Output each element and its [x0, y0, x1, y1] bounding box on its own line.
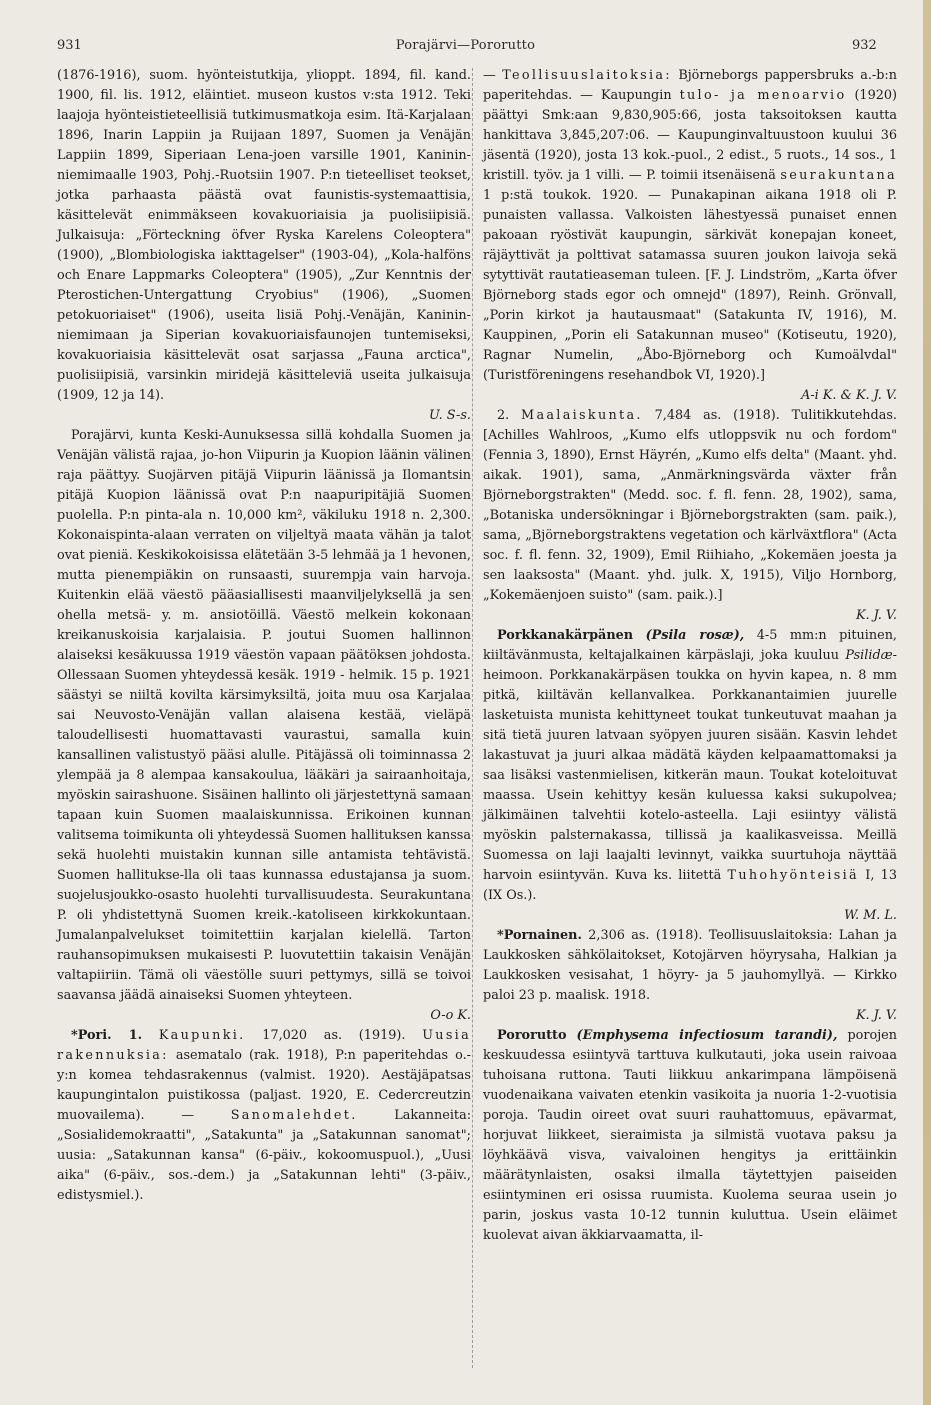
page-header: [0, 22, 931, 52]
headword-pornainen: *Pornainen.: [497, 928, 582, 943]
pori-continuation: [483, 66, 897, 386]
section-number: 2.: [497, 408, 510, 423]
dash: —: [483, 68, 496, 83]
section-teollisuuslaitoksia: Teollisuuslaitoksia:: [502, 68, 672, 83]
pori-buildings-text: asematalo (rak. 1918), P:n paperitehdas o.-y:n komea tehdasrakennus (valmist. 1920). Aestäjäpatsas kaupungintalon puistikossa (paljast. 1920, E. Cedercreutzin muovailema). —: [57, 1048, 471, 1123]
pori-newspapers-text: Lakanneita: „Sosialidemokraatti", „Satakunta" ja „Satakunnan sanomat"; uusia: „Satakunnan kansa" (6-päiv., kokoomuspuol.), „Uusi aika" (6-päiv., sos.-dem.) ja „Satakunnan lehti" (3-päiv., edistysmiel.).: [57, 1108, 472, 1203]
headword-porkkanakarpanen: Porkkanakärpänen: [497, 628, 634, 643]
section-seurakuntana: seurakuntana: [780, 168, 897, 183]
section-tulo-ja-menoarvio: tulo- ja menoarvio: [679, 88, 847, 103]
author-signature: O-o K.: [430, 1008, 471, 1023]
entry-pororutto: [483, 1026, 897, 1246]
author-signature: U. S-s.: [429, 408, 471, 423]
page-number-right: 932: [852, 38, 877, 53]
right-column: [483, 66, 897, 1246]
latin-name-emphysema: (Emphysema infectiosum tarandi),: [576, 1028, 838, 1043]
author-signature: W. M. L.: [844, 908, 897, 923]
headword-pororutto: Pororutto: [497, 1028, 567, 1043]
author-signature: A-i K. & K. J. V.: [801, 388, 897, 403]
running-title: Porajärvi—Pororutto: [395, 38, 536, 53]
latin-psilidae: Psilidæ-: [845, 648, 897, 663]
latin-name-psila: (Psila rosæ),: [645, 628, 745, 643]
column-divider: [472, 68, 473, 1368]
pori-maalaiskunta: [483, 406, 897, 606]
pori-population: 17,020 as. (1919).: [262, 1028, 406, 1043]
entry-pori: [57, 1026, 471, 1206]
pori-budget-text: (1920) päättyi Smk:aan 9,830,905:66, josta taksoitoksen kautta hankittava 3,845,207:06. — Kaupunginvaltuustoon kuului 36 jäsentä (1920), josta 13 kok.-puol., 2 edist., 5 ruots., 14 sos., 1 kristill. työv. ja 1 villi. — P. toimii itsenäisenä: [483, 88, 897, 183]
entry-pornainen: [483, 926, 897, 1006]
plate-reference: I, 13 (IX Os.).: [483, 868, 897, 903]
entry-porkkanakarpanen: [483, 626, 897, 906]
section-kaupunki: Kaupunki.: [158, 1028, 246, 1043]
author-signature: K. J. V.: [855, 1008, 897, 1023]
pororutto-text: porojen keskuudessa esiintyvä tarttuva kulkutauti, joka usein raivoaa tuhoisana ruttona. Tauti liikkuu ankarimpana lämpöisenä vuodenaikana vaivaten etenkin vasikoita ja nuoria 1-2-vuotisia poroja. Taudin oireet ovat suuri rauhattomuus, epävarmat, horjuvat liikkeet, sieraimista ja silmistä vuotava paksu ja löyhkäävä visva, vaivaloinen hengitys ja erittäinkin määrätynlaisten, osaksi ilmalla täytettyjen paiseiden esiintyminen eri osissa ruumista. Kuolema seuraa usein jo parin, joskus vasta 10-12 tunnin kuluttua. Usein eläimet kuolevat aivan äkkiarvaamatta, il-: [483, 1028, 897, 1243]
pornainen-text: 2,306 as. (1918). Teollisuuslaitoksia: Lahan ja Laukkosken sähkölaitokset, Kotojärven höyrysaha, Halkian ja Laukkosken vesisahat, 1 höyry- ja 5 jauhomyllyä. — Kirkko paloi 23 p. maalisk. 1918.: [483, 928, 897, 1003]
section-sanomalehdet: Sanomalehdet.: [230, 1108, 358, 1123]
pori-history-text: 1 p:stä toukok. 1920. — Punakapinan aikana 1918 oli P. punaisten vallassa. Valkoisten lähestyessä punaiset ennen pakoaan ryöstivät kaupungin, särkivät konepajan koneet, räjäyttivät ja polttivat satamassa suuren joukon laivoja sekä sytyttivät rautatieaseman tuleen. [F. J. Lindström, „Karta öfver Björneborg stads egor och omnejd" (1897), Reinh. Grönvall, „Porin kirkot ja hautausmaat" (Satakunta IV, 1916), M. Kauppinen, „Porin eli Satakunnan museo" (Kotiseutu, 1920), Ragnar Numelin, „Åbo-Björneborg och Kumoälvdal" (Turistföreningens resehandbok VI, 1920).]: [483, 188, 897, 383]
section-maalaiskunta: Maalaiskunta.: [521, 408, 643, 423]
pori-industry-text: Björneborgs pappersbruks a.-b:n paperitehdas. — Kaupungin: [483, 68, 897, 103]
porkkanakarpanen-text-1: 4-5 mm:n pituinen, kiiltävänmusta, keltajalkainen kärpäslaji, joka kuuluu: [483, 628, 898, 663]
porkkanakarpanen-text-2: heimoon. Porkkanakärpäsen toukka on hyvin kapea, n. 8 mm pitkä, kiiltävän kellanvalkea. Porkkanantaimien juurelle lasketuista munista kehittyneet toukat tunkeutuvat maahan ja sitä tietä juuren latvaan syöpyen juuren sisään. Kasvin lehdet lakastuvat ja juuri alkaa mädätä käyden kelpaamattomaksi ja saa lisäksi vastenmielisen, kitkerän maun. Toukat koteloituvat maassa. Usein kehittyy kesän kuluessa kaksi sukupolvea; jälkimäinen talvehtii kotelo-asteella. Laji esiintyy välistä myöskin palsternakassa, tillissä ja kaalikasveissa. Meillä Suomessa on laji laajalti levinnyt, vaikka suurtuhoja näyttää harvoin esiintyvän. Kuva ks. liitettä: [483, 668, 897, 883]
page-edge-shadow: [923, 0, 931, 1405]
headword-pori: *Pori. 1.: [71, 1028, 143, 1043]
author-signature: K. J. V.: [855, 608, 897, 623]
left-column: [57, 66, 471, 1206]
maalaiskunta-text: 7,484 as. (1918). Tulitikkutehdas. [Achilles Wahlroos, „Kumo elfs utloppsvik nu och fordom" (Fennia 3, 1890), Ernst Häyrén, „Kumo elfs delta" (Maant. yhd. aikak. 1901), sama, „Anmärkningsvärda växter från Björneborgstrakten" (Medd. soc. f. fl. fenn. 28, 1902), sama, „Botaniska undersökningar i Björneborgstrakten (sam. paik.), sama, „Björneborgstraktens vegetation och kärlväxtflora" (Acta soc. f. fl. fenn. 32, 1909), Emil Riihiaho, „Kokemäen joesta ja sen laaksosta" (Maant. yhd. julk. X, 1915), Viljo Hornborg, „Kokemäenjoen suisto" (sam. paik.).]: [483, 408, 897, 603]
plate-tuhohyonteisia: Tuhohyönteisiä: [727, 868, 859, 883]
section-uusia-rakennuksia: Uusia rakennuksia:: [57, 1028, 472, 1063]
entry-porajarvi: [57, 426, 471, 1006]
page-number-left: 931: [57, 38, 82, 53]
entry-continuation-text: (1876-1916), suom. hyönteistutkija, ylioppt. 1894, fil. kand. 1900, fil. lis. 1912, eläintiet. museon kustos v:sta 1912. Teki laajoja hyönteistieteellisiä tutkimusmatkoja esim. Itä-Karjalaan 1896, Inarin Lappiin ja Ruijaan 1897, Suomen ja Venäjän Lappiin 1899, Siperiaan Lena-joen varsille 1901, Kaninin-niemimaalle 1903, Pohj.-Ruotsiin 1907. P:n tieteelliset teokset, jotka parhaasta päästä ovat faunistis-systemaattisia, käsittelevät enimmäkseen kovakuoriaisia ja puolisiipisiä. Julkaisuja: „Förteckning öfver Ryska Karelens Coleoptera" (1900), „Blombiologiska iakttagelser" (1903-04), „Kola-halföns och Enare Lappmarks Coleoptera" (1905), „Zur Kenntnis der Pterostichen-Untergattung Cryobius" (1906), „Suomen petokuoriaiset" (1906), useita lisiä Pohj.-Venäjän, Kaninin-niemimaan ja Siperian kovakuoriaisfaunojen tuntemiseksi, kovakuoriaisia käsittelevät osat sarjassa „Fauna arctica", puolisiipisiä, varsinkin miridejä käsitteleviä useita julkaisuja (1909, 12 ja 14).: [57, 68, 471, 403]
entry-porajarvi-text: Porajärvi, kunta Keski-Aunuksessa sillä kohdalla Suomen ja Venäjän välistä rajaa, jo-hon Viipurin ja Kuopion läänin välinen raja päättyy. Suojärven pitäjä Viipurin läänissä ja Ilomantsin pitäjä Kuopion läänissä ovat P:n naapuripitäjiä Suomen puolella. P:n pinta-ala n. 10,000 km², väkiluku 1918 n. 2,300. Kokonaispinta-alaan verraten on viljeltyä maata vähän ja talot ovat pieniä. Keskikokoisissa elätetään 3-5 lehmää ja 1 hevonen, mutta pienempiäkin on runsaasti, suurempja vain harvoja. Kuitenkin elää väestö pääasiallisesti maanviljelyksellä ja sen ohella metsä- y. m. ansiotöillä. Väestö melkein kokonaan kreikanuskoisia karjalaisia. P. joutui Suomen hallinnon alaiseksi kesäkuussa 1919 väestön vapaan päätöksen johdosta. Ollessaan Suomen yhteydessä kesäk. 1919 - helmik. 15 p. 1921 säästyi se niiltä kovilta kärsimyksiltä, joita muu osa Karjalaa sai Neuvosto-Venäjän vallan alaisena kestää, vieläpä taloudellisesti huomattavasti vaurastui, samalla kuin kansallinen valistustyö pääsi alulle. Pitäjässä oli toiminnassa 2 ylempää ja 8 alempaa kansakoulua, lääkäri ja sairaanhoitaja, myöskin sairashuone. Sisäinen hallinto oli järjestettynä samaan tapaan kuin Suomen maalaiskunnissa. Erikoinen kunnan valitsema toimikunta oli yhteydessä Suomen hallituksen kanssa sekä huolehti muistakin kunnan sille antamista tehtävistä. Suomen hallitukse-lla oli taas kunnassa edustajansa ja suom. suojelusjoukko-osasto huolehti turvallisuudesta. Seurakuntana P. oli yhdistettynä Suomen kreik.-katoliseen kirkkokuntaan. Jumalanpalvelukset toimitettiin karjalan kielellä. Tarton rauhansopimuksen mukaisesti P. luovutettiin takaisin Venäjän valtapiiriin. Tämä oli väestölle suuri pettymys, sillä se toivoi saavansa jäädä ainaiseksi Suomen yhteyteen.: [57, 428, 471, 1003]
